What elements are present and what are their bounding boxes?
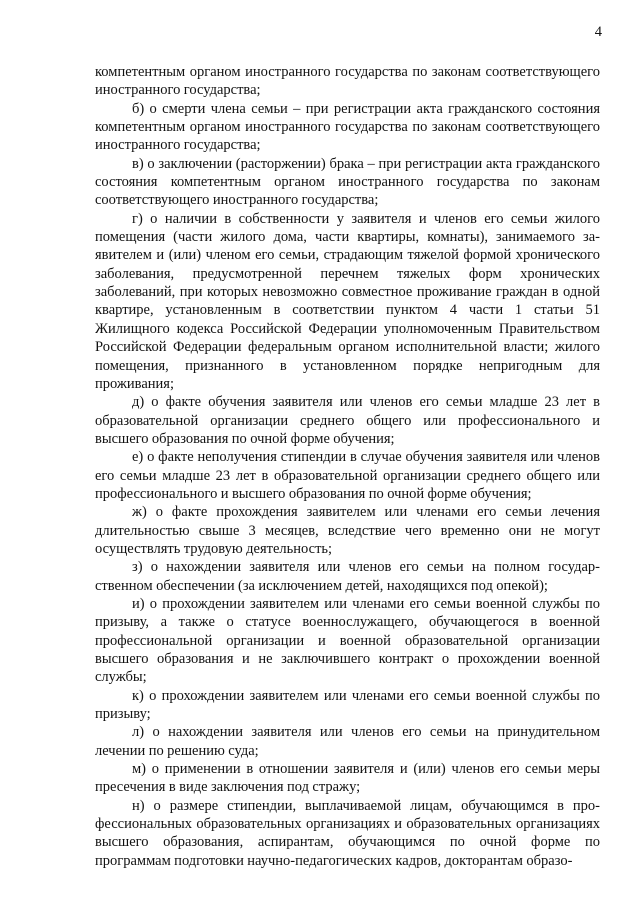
paragraph-item-v: в) о заключении (расторжении) брака – при регистрации акта гражданского состояния компетентным органом иностранного государства по законам соответствующего иностранного государства; bbox=[95, 155, 600, 209]
document-body bbox=[95, 63, 600, 870]
paragraph-item-i: и) о прохождении заявителем или членами его семьи военной службы по призыву, а также о статусе военнослужащего, обучающегося в военной профессиональной организации и военной образовательной организации высшего образования и не заключившего контракт о прохождении военной службы; bbox=[95, 595, 600, 686]
page-number: 4 bbox=[594, 24, 602, 40]
paragraph-item-d: д) о факте обучения заявителя или членов его семьи младше 23 лет в образовательной организации среднего общего или профессионального и высшего образования по очной форме обучения; bbox=[95, 394, 600, 447]
paragraph-item-m: м) о применении в отношении заявителя и (или) членов его семьи меры пресечения в виде заключения под стражу; bbox=[95, 761, 600, 796]
paragraph-item-b: б) о смерти члена семьи – при регистрации акта гражданского состояния компетентным органом иностранного государства по законам соответствующего иностранного государства; bbox=[95, 100, 600, 154]
paragraph-continuation: компетентным органом иностранного государства по законам соответствующего иностранного государства; bbox=[95, 64, 600, 99]
paragraph-item-l: л) о нахождении заявителя или членов его семьи на принудительном лечении по решению суда; bbox=[95, 724, 600, 759]
paragraph-item-e: е) о факте неполучения стипендии в случае обучения заявителя или членов его семьи младше 23 лет в образовательной организации среднего общего или профессионального и высшего образования по очной форме обучения; bbox=[95, 449, 600, 502]
paragraph-item-n: н) о размере стипендии, выплачиваемой лицам, обучающимся в профессиональных образовательных организациях и образовательных организациях высшего образования, аспирантам, обучающимся по очной форме по программам подготовки научно-педагогических кадров, докторантам образо- bbox=[95, 797, 600, 869]
paragraph-item-g: г) о наличии в собственности у заявителя и членов его семьи жилого помещения (части жилого дома, части квартиры, комнаты), занимаемого заявителем и (или) членом его семьи, страдающим тяжелой формой хронического заболевания, предусмотренной перечнем тяжелых форм хронических заболеваний, при которых невозможно совместное проживание граждан в одной квартире, установленным в соответствии пунктом 4 части 1 статьи 51 Жилищного кодекса Российской Федерации уполномоченным Правительством Российской Федерации федеральным органом исполнительной власти; жилого помещения, признанного в установленном порядке непригодным для проживания; bbox=[95, 210, 600, 392]
paragraph-item-zh: ж) о факте прохождения заявителем или членами его семьи лечения длительностью свыше 3 месяцев, вследствие чего временно они не могут осуществлять трудовую деятельность; bbox=[95, 504, 600, 557]
paragraph-item-z: з) о нахождении заявителя или членов его семьи на полном государственном обеспечении (за исключением детей, находящихся под опекой); bbox=[95, 559, 600, 594]
paragraph-item-k: к) о прохождении заявителем или членами его семьи военной службы по призыву; bbox=[95, 687, 600, 723]
